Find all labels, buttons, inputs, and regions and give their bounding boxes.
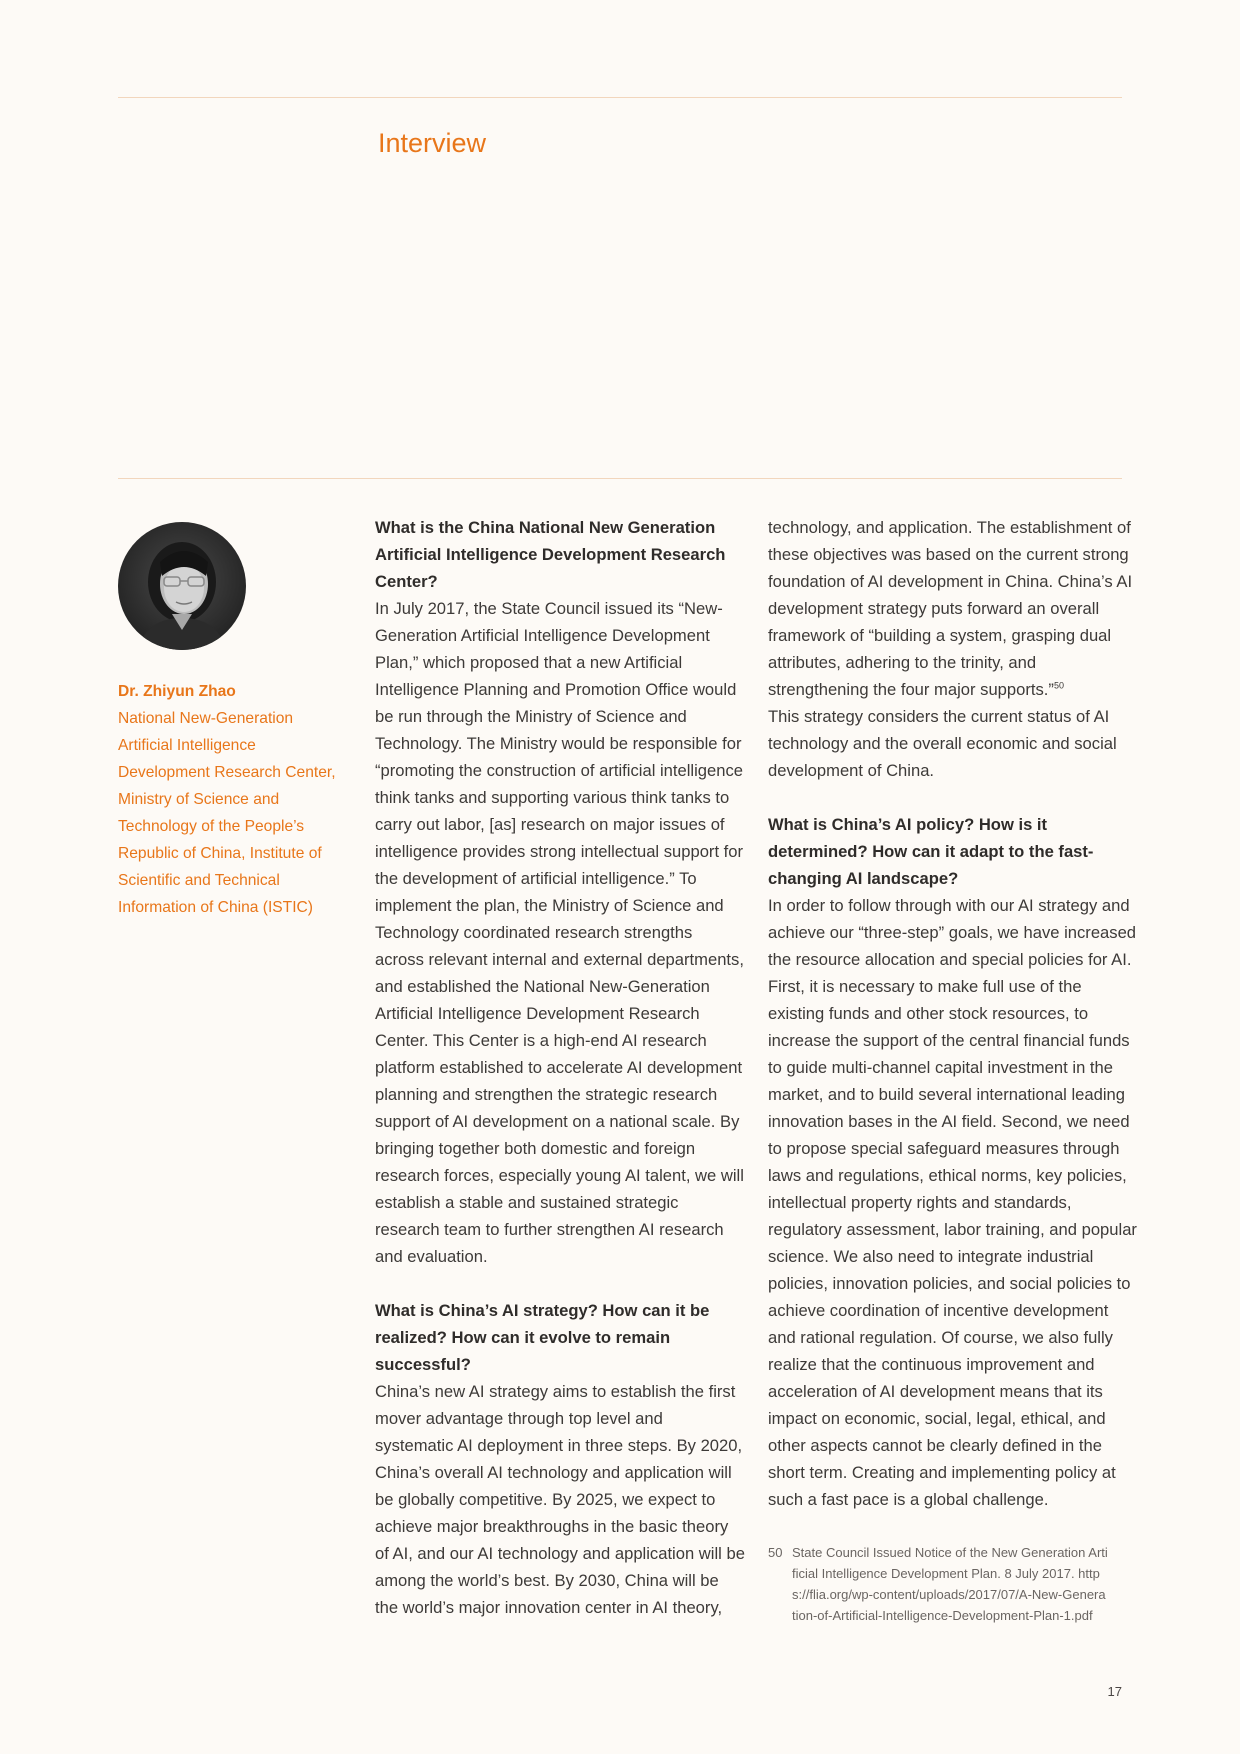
footnote-number: 50 <box>768 1545 783 1560</box>
section-title: Interview <box>378 128 487 158</box>
author-block <box>118 678 340 921</box>
portrait-image <box>118 522 246 650</box>
question-3: What is China’s AI policy? How is it determined? How can it adapt to the fast-changing AI landscape? <box>768 815 1094 888</box>
page-number: 17 <box>1107 1684 1122 1699</box>
author-portrait <box>118 522 246 650</box>
footnote-reference: 50 <box>1053 680 1064 691</box>
answer-2-part-1: China’s new AI strategy aims to establish the first mover advantage through top level and systematic AI deployment in three steps. By 2020, China’s overall AI technology and application will be globally competitive. By 2025, we expect to achieve major breakthroughs in the basic theory of AI, and our AI technology and application will be among the world’s best. By 2030, China will be the world’s major innovation center in AI theory, <box>375 1382 745 1617</box>
top-divider <box>118 97 1122 98</box>
footnote-text: State Council Issued Notice of the New Generation Artificial Intelligence Development Plan. 8 July 2017. https://flia.org/wp-content/uploads/2017/07/A-New-Generation-of-Artificial-Intelligence-Development-Plan-1.pdf <box>792 1545 1108 1623</box>
footnote <box>768 1542 1108 1626</box>
answer-1: In July 2017, the State Council issued its “New-Generation Artificial Intelligence Development Plan,” which proposed that a new Artificial Intelligence Planning and Promotion Office would be run through the Ministry of Science and Technology. The Ministry would be responsible for “promoting the construction of artificial intelligence think tanks and supporting various think tanks to carry out labor, [as] research on major issues of intelligence provides strong intellectual support for the development of artificial intelligence.” To implement the plan, the Ministry of Science and Technology coordinated research strengths across relevant internal and external departments, and established the National New-Generation Artificial Intelligence Development Research Center. This Center is a high-end AI research platform established to accelerate AI development planning and strengthen the strategic research support of AI development on a national scale. By bringing together both domestic and foreign research forces, especially young AI talent, we will establish a stable and sustained strategic research team to further strengthen AI research and evaluation. <box>375 599 744 1266</box>
answer-3: In order to follow through with our AI strategy and achieve our “three-step” goals, we have increased the resource allocation and special policies for AI. First, it is necessary to make full use of the existing funds and other stock resources, to increase the support of the central financial funds to guide multi-channel capital investment in the market, and to build several international leading innovation bases in the AI field. Second, we need to propose special safeguard measures through laws and regulations, ethical norms, key policies, intellectual property rights and standards, regulatory assessment, labor training, and popular science. We also need to integrate industrial policies, innovation policies, and social policies to achieve coordination of incentive development and rational regulation. Of course, we also fully realize that the continuous improvement and acceleration of AI development means that its impact on economic, social, legal, ethical, and other aspects cannot be clearly defined in the short term. Creating and implementing policy at such a fast pace is a global challenge. <box>768 896 1137 1509</box>
main-column-left <box>375 514 745 1648</box>
author-affiliation: National New-Generation Artificial Intelligence Development Research Center, Ministry of Science and Technology of the People’s Republic of China, Institute of Scientific and Technical Information of China (ISTIC) <box>118 710 336 916</box>
answer-2-continued <box>768 514 1138 703</box>
question-1: What is the China National New Generation Artificial Intelligence Development Research Center? <box>375 518 726 591</box>
main-column-right <box>768 514 1138 1540</box>
answer-2-part-2: technology, and application. The establishment of these objectives was based on the current strong foundation of AI development in China. China’s AI development strategy puts forward an overall framework of “building a system, grasping dual attributes, adhering to the trinity, and strengthening the four major supports.” <box>768 518 1133 699</box>
answer-2-part-3: This strategy considers the current status of AI technology and the overall economic and social development of China. <box>768 707 1117 780</box>
question-2: What is China’s AI strategy? How can it be realized? How can it evolve to remain successful? <box>375 1301 710 1374</box>
content-divider <box>118 478 1122 479</box>
author-name: Dr. Zhiyun Zhao <box>118 683 236 700</box>
